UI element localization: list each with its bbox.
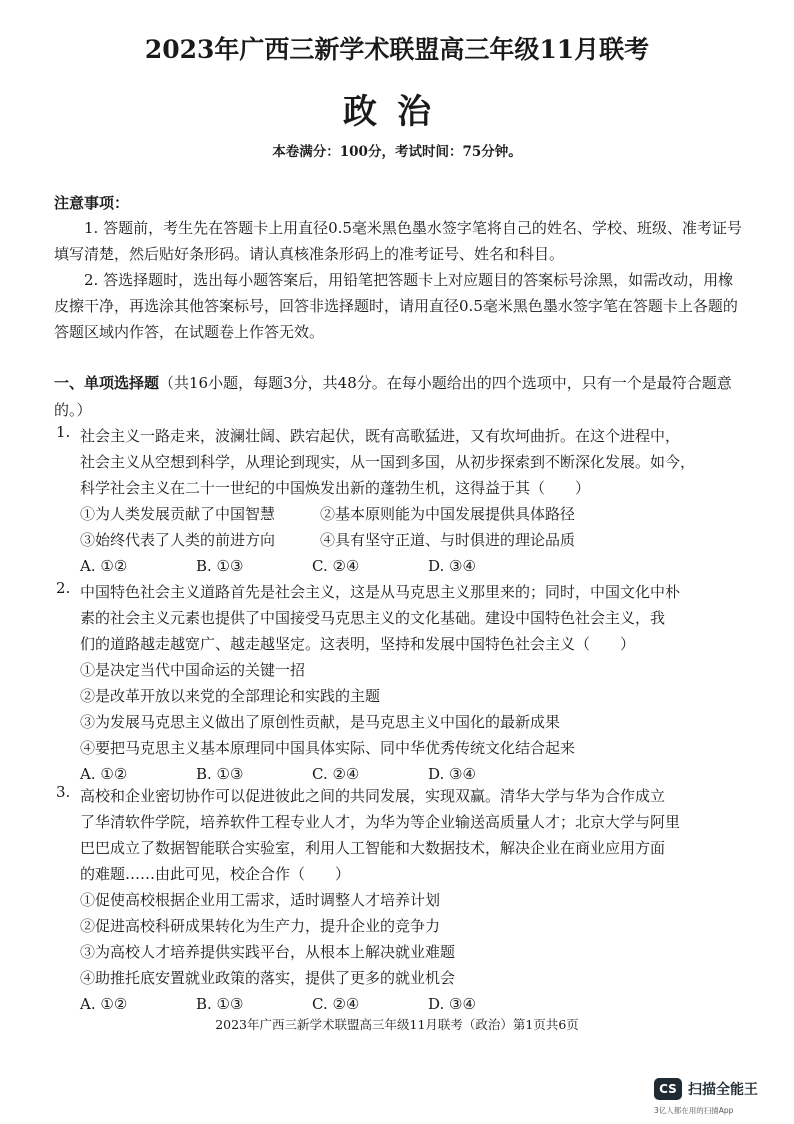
choice-b: B. ①③	[196, 995, 244, 1013]
choice-a: A. ①②	[80, 995, 128, 1013]
option-statement: ④具有坚守正道、与时俱进的理论品质	[320, 531, 576, 549]
question-line: 科学社会主义在二十一世纪的中国焕发出新的蓬勃生机，这得益于其（ ）	[80, 479, 591, 497]
notice-item-2: 2. 答选择题时，选出每小题答案后，用铅笔把答题卡上对应题目的答案标号涂黑，如需改动，用橡皮擦干净，再选涂其他答案标号，回答非选择题时，请用直径0.5毫米黑色墨水签字笔在答题卡上各题的答题区域内作答，在试题卷上作答无效。	[54, 271, 738, 341]
section-heading-block	[54, 370, 744, 424]
option-statement: ④要把马克思主义基本原理同中国具体实际、同中华优秀传统文化结合起来	[80, 739, 576, 757]
scanner-logo-icon: CS	[654, 1078, 682, 1100]
choice-b: B. ①③	[196, 557, 244, 575]
answer-choices	[80, 553, 746, 579]
question-line: 了华清软件学院，培养软件工程专业人才，为华为等企业输送高质量人才；北京大学与阿里	[80, 813, 681, 831]
exam-meta: 本卷满分：100分，考试时间：75分钟。	[272, 144, 522, 160]
section-desc: （共16小题，每题3分，共48分。在每小题给出的四个选项中，只有一个是最符合题意的。）	[54, 374, 732, 419]
option-statement: ④助推托底安置就业政策的落实，提供了更多的就业机会	[80, 969, 456, 987]
question-line: 社会主义一路走来，波澜壮阔、跌宕起伏，既有高歌猛进，又有坎坷曲折。在这个进程中，	[80, 427, 681, 445]
choice-a: A. ①②	[80, 557, 128, 575]
choice-d: D. ③④	[428, 557, 476, 575]
choice-c: C. ②④	[312, 765, 360, 783]
section-heading: 一、单项选择题	[54, 374, 160, 392]
choice-c: C. ②④	[312, 995, 360, 1013]
option-statement: ①促使高校根据企业用工需求，适时调整人才培养计划	[80, 891, 441, 909]
option-statement: ②促进高校科研成果转化为生产力，提升企业的竞争力	[80, 917, 441, 935]
question-3	[56, 783, 746, 1017]
option-statement: ③始终代表了人类的前进方向	[80, 531, 276, 549]
notice-item-1: 1. 答题前，考生先在答题卡上用直径0.5毫米黑色墨水签字笔将自己的姓名、学校、班级、准考证号填写清楚，然后贴好条形码。请认真核准条形码上的准考证号、姓名和科目。	[54, 219, 742, 263]
notice-heading: 注意事项：	[54, 194, 130, 212]
answer-choices	[80, 991, 746, 1017]
question-line: 高校和企业密切协作可以促进彼此之间的共同发展，实现双赢。清华大学与华为合作成立	[80, 787, 666, 805]
choice-d: D. ③④	[428, 995, 476, 1013]
subject-title: 政治	[343, 92, 451, 132]
question-line: 社会主义从空想到科学，从理论到现实，从一国到多国，从初步探索到不断深化发展。如今，	[80, 453, 696, 471]
option-statement: ②基本原则能为中国发展提供具体路径	[320, 505, 576, 523]
question-line: 素的社会主义元素也提供了中国接受马克思主义的文化基础。建设中国特色社会主义，我	[80, 609, 666, 627]
option-statement: ③为高校人才培养提供实践平台，从根本上解决就业难题	[80, 943, 456, 961]
choice-b: B. ①③	[196, 765, 244, 783]
question-line: 的难题……由此可见，校企合作（ ）	[80, 865, 351, 883]
question-line: 巴巴成立了数据智能联合实验室，利用人工智能和大数据技术，解决企业在商业应用方面	[80, 839, 666, 857]
exam-title: 2023年广西三新学术联盟高三年级11月联考	[144, 35, 650, 64]
scanner-watermark	[654, 1078, 784, 1118]
question-2	[56, 579, 746, 787]
option-statement: ②是改革开放以来党的全部理论和实践的主题	[80, 687, 381, 705]
scanner-app-name: 扫描全能王	[688, 1082, 758, 1098]
question-1	[56, 423, 746, 579]
choice-a: A. ①②	[80, 765, 128, 783]
page-footer: 2023年广西三新学术联盟高三年级11月联考（政治）第1页共6页	[215, 1017, 579, 1032]
choice-d: D. ③④	[428, 765, 476, 783]
scanner-tagline: 3亿人都在用的扫描App	[654, 1106, 734, 1115]
option-statement: ③为发展马克思主义做出了原创性贡献，是马克思主义中国化的最新成果	[80, 713, 561, 731]
question-number: 1.	[56, 423, 71, 441]
question-line: 中国特色社会主义道路首先是社会主义，这是从马克思主义那里来的；同时，中国文化中朴	[80, 583, 681, 601]
question-line: 们的道路越走越宽广、越走越坚定。这表明，坚持和发展中国特色社会主义（ ）	[80, 635, 636, 653]
question-number: 2.	[56, 579, 71, 597]
question-number: 3.	[56, 783, 71, 801]
option-statement: ①为人类发展贡献了中国智慧	[80, 505, 276, 523]
option-statement: ①是决定当代中国命运的关键一招	[80, 661, 306, 679]
choice-c: C. ②④	[312, 557, 360, 575]
